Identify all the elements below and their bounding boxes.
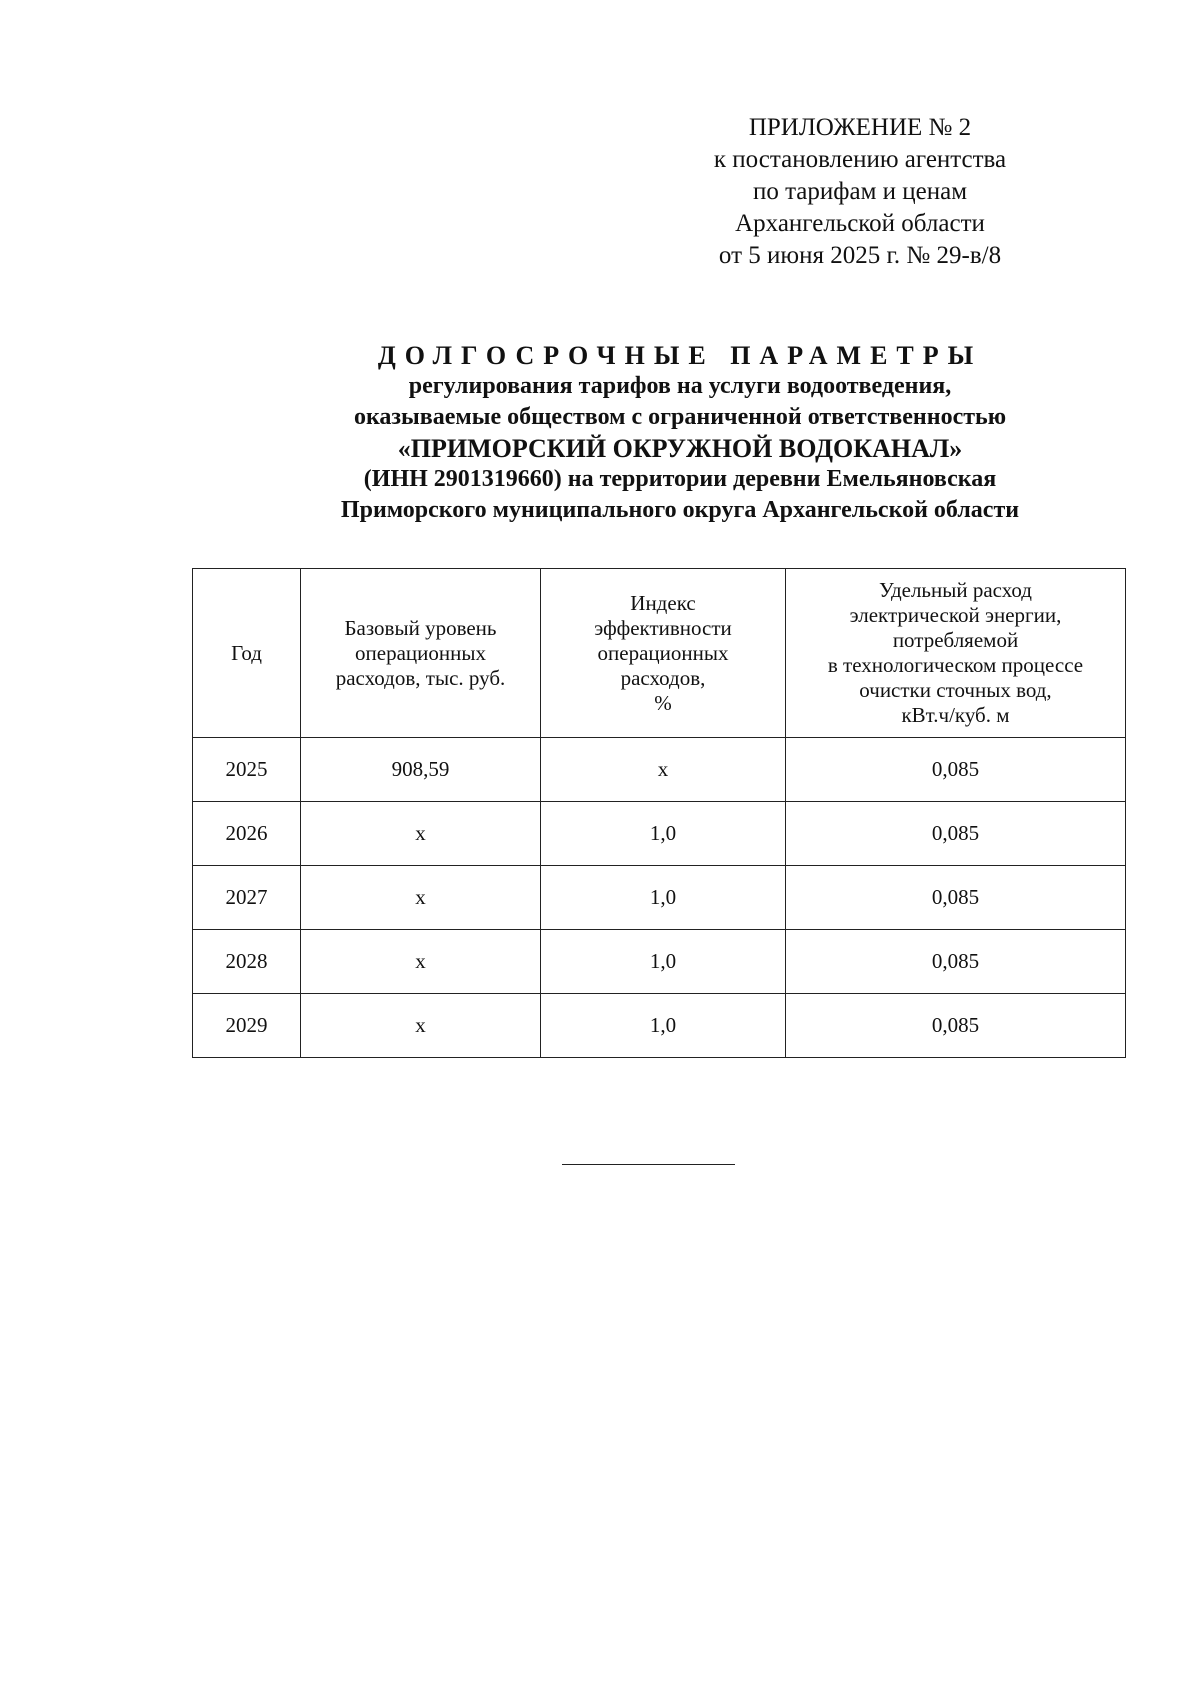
header-base-opex: Базовый уровень операционных расходов, тыс. руб. — [301, 569, 541, 738]
table-row — [193, 802, 1126, 866]
title-line: оказываемые обществом с ограниченной ответственностью — [353, 404, 1007, 430]
title-line: регулирования тарифов на услуги водоотведения, — [408, 373, 952, 399]
header-year: Год — [193, 569, 301, 738]
cell-base-opex: х — [301, 994, 541, 1058]
table-header-row — [193, 569, 1126, 738]
appendix-date: от 5 июня 2025 г. № 29-в/8 — [718, 242, 1002, 269]
title-main: ДОЛГОСРОЧНЫЕ ПАРАМЕТРЫ — [377, 341, 983, 370]
cell-efficiency-index: 1,0 — [541, 802, 786, 866]
appendix-line: Архангельской области — [735, 210, 985, 237]
cell-energy-consumption: 0,085 — [786, 738, 1126, 802]
table-row — [193, 738, 1126, 802]
cell-energy-consumption: 0,085 — [786, 930, 1126, 994]
cell-base-opex: х — [301, 930, 541, 994]
cell-year: 2029 — [193, 994, 301, 1058]
cell-efficiency-index: 1,0 — [541, 994, 786, 1058]
cell-year: 2026 — [193, 802, 301, 866]
table-row — [193, 994, 1126, 1058]
cell-base-opex: х — [301, 866, 541, 930]
cell-year: 2028 — [193, 930, 301, 994]
table-row — [193, 866, 1126, 930]
appendix-line: к постановлению агентства — [713, 146, 1007, 173]
cell-base-opex: х — [301, 802, 541, 866]
appendix-line: по тарифам и ценам — [752, 178, 968, 205]
title-line: Приморского муниципального округа Архангельской области — [340, 497, 1020, 523]
cell-efficiency-index: 1,0 — [541, 930, 786, 994]
document-title — [180, 340, 1180, 526]
cell-year: 2027 — [193, 866, 301, 930]
header-efficiency-index: Индекс эффективности операционных расходов, % — [541, 569, 786, 738]
cell-energy-consumption: 0,085 — [786, 802, 1126, 866]
cell-efficiency-index: 1,0 — [541, 866, 786, 930]
cell-energy-consumption: 0,085 — [786, 994, 1126, 1058]
title-organization: «ПРИМОРСКИЙ ОКРУЖНОЙ ВОДОКАНАЛ» — [397, 434, 963, 463]
appendix-number: ПРИЛОЖЕНИЕ № 2 — [748, 114, 972, 141]
cell-efficiency-index: х — [541, 738, 786, 802]
header-energy-consumption: Удельный расход электрической энергии, потребляемой в технологическом процессе очистки сточных вод, кВт.ч/куб. м — [786, 569, 1126, 738]
end-of-document-rule — [562, 1164, 735, 1165]
title-line: (ИНН 2901319660) на территории деревни Емельяновская — [363, 466, 997, 492]
cell-year: 2025 — [193, 738, 301, 802]
appendix-header — [600, 112, 1120, 272]
parameters-table — [192, 568, 1126, 1058]
cell-base-opex: 908,59 — [301, 738, 541, 802]
cell-energy-consumption: 0,085 — [786, 866, 1126, 930]
table-row — [193, 930, 1126, 994]
